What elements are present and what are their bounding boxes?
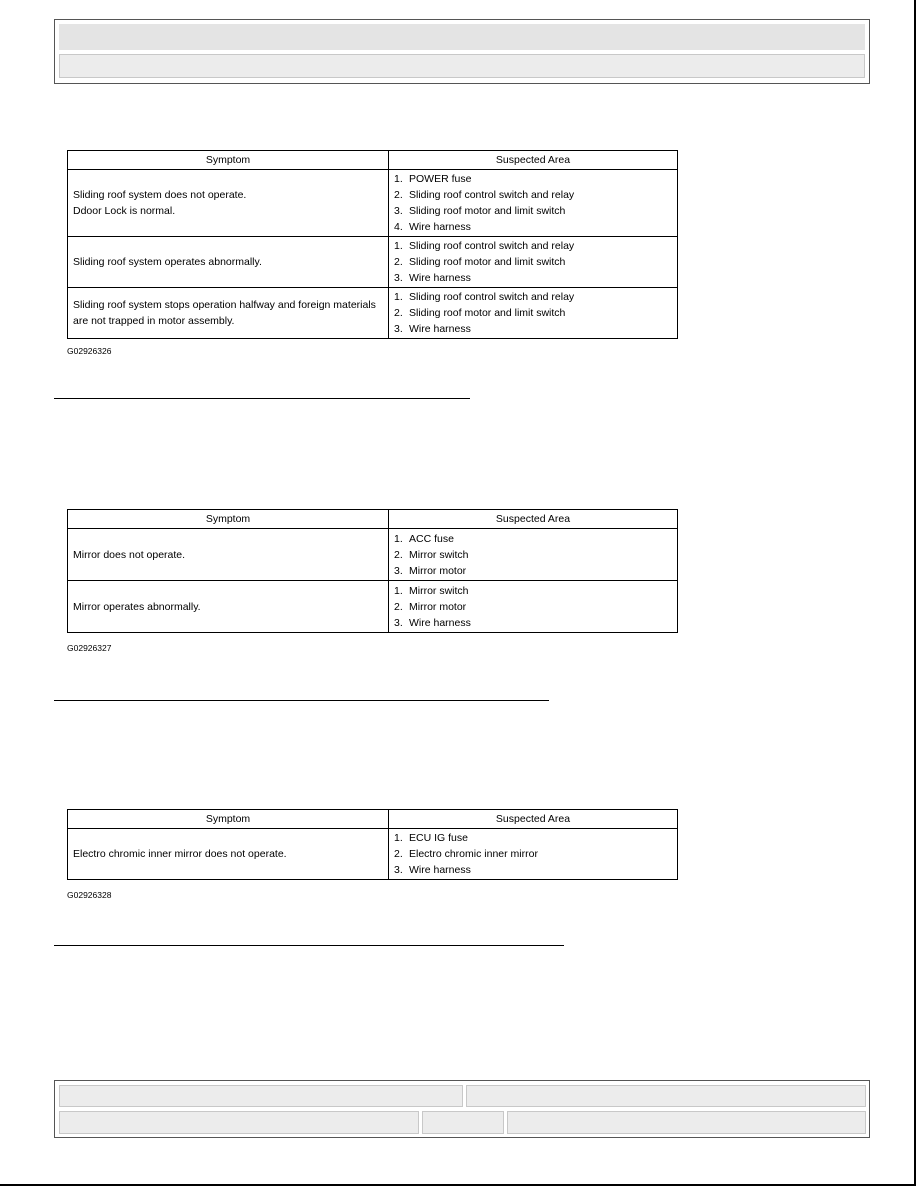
suspected-area-header: Suspected Area bbox=[389, 151, 678, 170]
footer-cell bbox=[466, 1085, 866, 1107]
symptom-cell: Mirror operates abnormally. bbox=[68, 581, 389, 633]
section-divider bbox=[54, 945, 564, 946]
symptom-cell: Electro chromic inner mirror does not operate. bbox=[68, 829, 389, 880]
footer-cell bbox=[59, 1085, 463, 1107]
suspected-area-header: Suspected Area bbox=[389, 810, 678, 829]
figure-code: G02926326 bbox=[67, 346, 112, 356]
page-header bbox=[54, 19, 870, 84]
symptom-table-inner-mirror bbox=[67, 809, 678, 880]
symptom-header: Symptom bbox=[68, 151, 389, 170]
header-subtitle-bar bbox=[59, 54, 865, 78]
symptom-table-mirror bbox=[67, 509, 678, 633]
suspected-area-cell: 1. Sliding roof control switch and relay 2. Sliding roof motor and limit switch 3. Wire harness bbox=[389, 288, 678, 339]
suspected-area-cell: 1. Sliding roof control switch and relay 2. Sliding roof motor and limit switch 3. Wire harness bbox=[389, 237, 678, 288]
suspected-area-header: Suspected Area bbox=[389, 510, 678, 529]
table-row bbox=[68, 581, 678, 633]
section-divider bbox=[54, 398, 470, 399]
symptom-header: Symptom bbox=[68, 510, 389, 529]
table-row bbox=[68, 829, 678, 880]
table-row bbox=[68, 529, 678, 581]
symptom-cell: Sliding roof system operates abnormally. bbox=[68, 237, 389, 288]
symptom-cell: Mirror does not operate. bbox=[68, 529, 389, 581]
header-title-bar bbox=[59, 24, 865, 50]
section-divider bbox=[54, 700, 549, 701]
suspected-area-cell: 1. Mirror switch 2. Mirror motor 3. Wire harness bbox=[389, 581, 678, 633]
table-row bbox=[68, 288, 678, 339]
table-row bbox=[68, 170, 678, 237]
suspected-area-cell: 1. ECU IG fuse 2. Electro chromic inner mirror 3. Wire harness bbox=[389, 829, 678, 880]
footer-cell bbox=[422, 1111, 504, 1134]
figure-code: G02926328 bbox=[67, 890, 112, 900]
symptom-table-sliding-roof bbox=[67, 150, 678, 339]
table-row bbox=[68, 237, 678, 288]
symptom-cell: Sliding roof system stops operation halfway and foreign materials are not trapped in motor assembly. bbox=[68, 288, 389, 339]
symptom-cell: Sliding roof system does not operate. Ddoor Lock is normal. bbox=[68, 170, 389, 237]
footer-cell bbox=[507, 1111, 866, 1134]
symptom-header: Symptom bbox=[68, 810, 389, 829]
suspected-area-cell: 1. POWER fuse 2. Sliding roof control switch and relay 3. Sliding roof motor and limit switch 4. Wire harness bbox=[389, 170, 678, 237]
page-footer bbox=[54, 1080, 870, 1138]
suspected-area-cell: 1. ACC fuse 2. Mirror switch 3. Mirror motor bbox=[389, 529, 678, 581]
figure-code: G02926327 bbox=[67, 643, 112, 653]
footer-cell bbox=[59, 1111, 419, 1134]
